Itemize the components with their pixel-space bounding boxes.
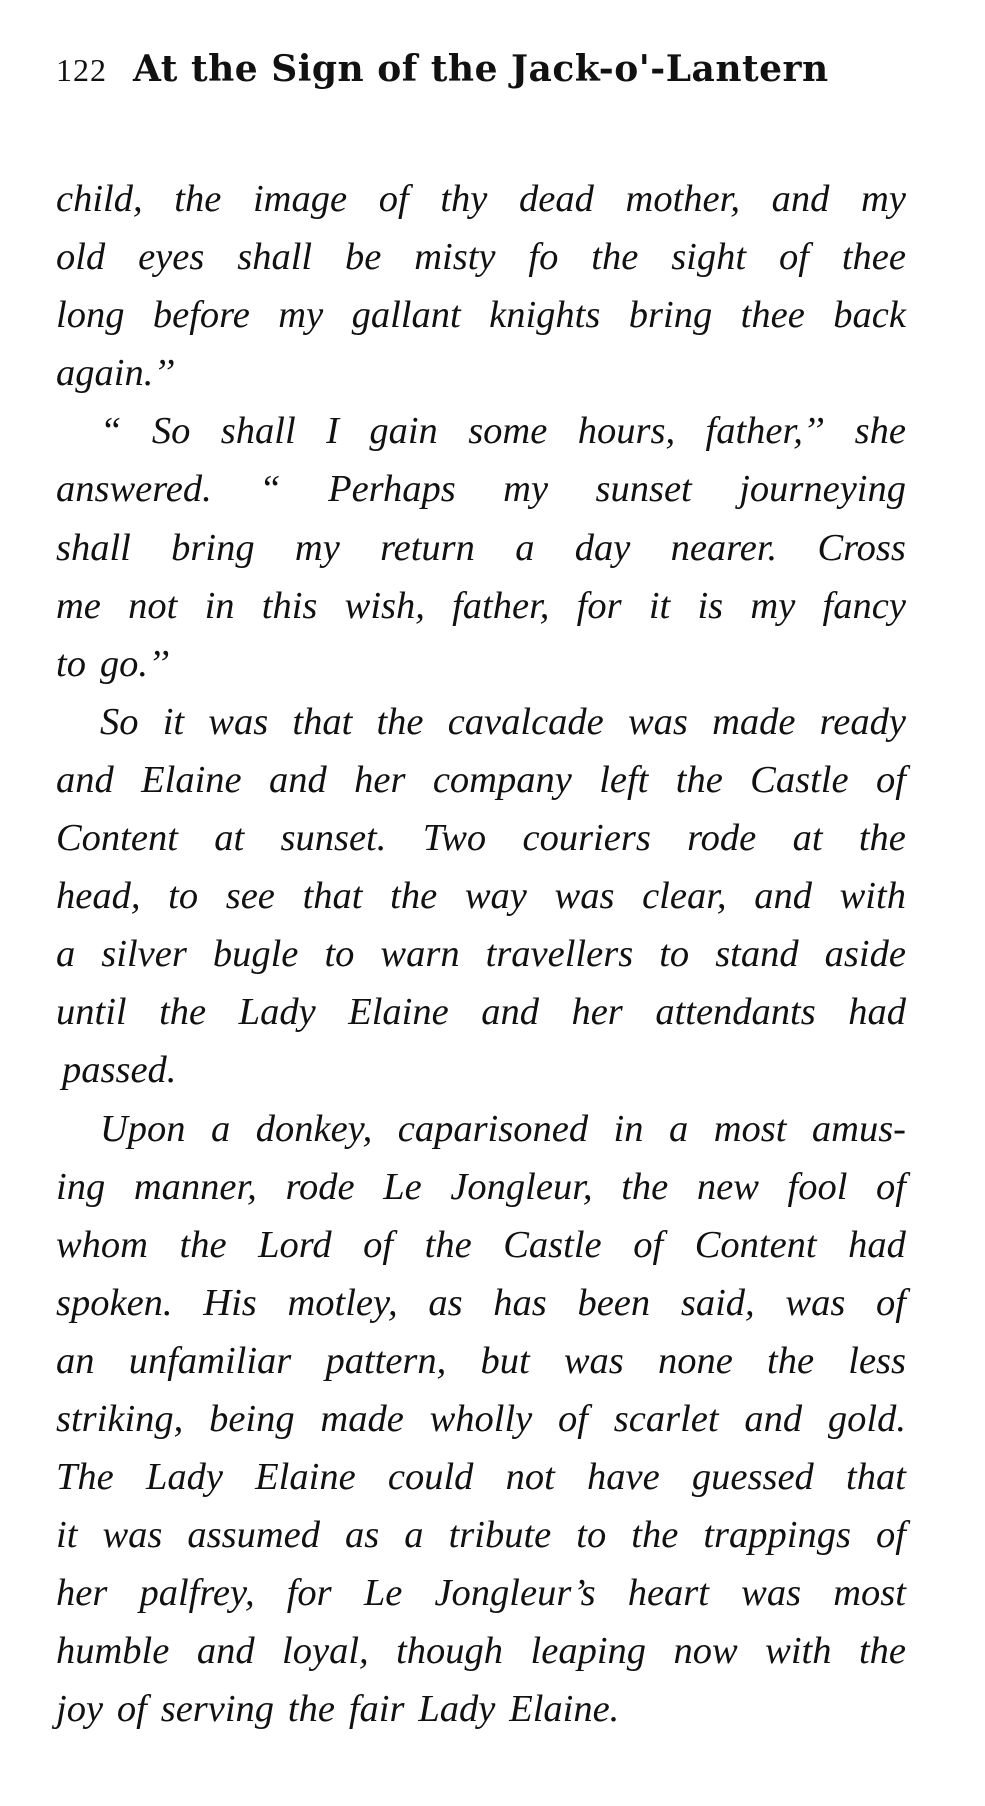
word: sight [671,236,747,279]
word: as [345,1514,380,1557]
text-line [56,519,906,577]
word: palfrey, [139,1572,255,1615]
word: made [320,1397,404,1440]
word: Lady [418,1688,496,1731]
word: ing [56,1165,106,1208]
word: Le [383,1165,422,1208]
word: most [713,1107,787,1150]
word: assumed [187,1514,320,1557]
text-line [56,170,906,228]
word: at [792,817,823,860]
word: had [848,991,906,1034]
word: it [648,584,671,627]
word: said, [680,1281,755,1324]
word: back [833,294,906,337]
word: with [765,1630,832,1673]
word: left [599,758,649,801]
word: had [848,1223,906,1266]
word: for [286,1572,332,1615]
word: my [861,178,906,220]
word: nearer. [670,526,778,569]
word: being [209,1397,295,1440]
word: the [376,700,424,743]
word: though [396,1630,504,1673]
word: the [767,1339,815,1382]
word: it [56,1514,78,1557]
word: humble [56,1630,170,1673]
word: of [778,236,809,279]
word: tribute [448,1514,552,1557]
word: before [152,294,250,337]
word: Lady [238,991,316,1034]
text-line [56,460,906,518]
word: gain [369,410,438,453]
text-line [56,809,906,867]
word: her [56,1572,108,1615]
word: dead [519,178,594,220]
word: as [428,1281,463,1324]
word: sunset. [280,817,387,860]
word: silver [101,933,187,976]
word: the [858,817,906,860]
word: day [574,526,631,569]
word: none [657,1339,733,1382]
word: pattern, [325,1339,447,1382]
word: my [294,526,340,569]
word: gold. [827,1397,906,1440]
word: my [503,468,549,511]
text-line [56,1506,906,1564]
word: way [464,875,527,918]
word: old [56,236,106,279]
word: journeying [739,468,906,511]
body-text [56,170,906,1739]
word: again.’’ [56,352,175,395]
word: that [846,1456,906,1499]
word: joy [56,1688,104,1731]
word: and [481,991,539,1034]
text-line [56,228,906,286]
word: a [56,933,76,976]
text-line [56,286,906,344]
word: the [390,875,438,918]
word: of [875,1514,906,1557]
word: passed. [62,1049,177,1092]
text-line [56,983,906,1041]
word: Jongleur, [450,1165,593,1208]
word: of [363,1223,394,1266]
word: was [627,700,688,743]
word: The [56,1456,114,1499]
word: of [875,758,906,801]
word: answered. [56,468,212,511]
word: to [659,933,690,976]
text-line [56,925,906,983]
word: Cross [817,526,906,569]
word: company [432,758,572,801]
word: at [214,817,245,860]
word: Content [694,1223,817,1266]
word: trappings [703,1514,851,1557]
text-line [56,1216,906,1274]
text-line [56,402,906,460]
word: and [56,758,114,801]
word: gallant [351,294,461,337]
word: Castle [750,758,849,801]
word: Two [422,817,487,860]
word: whom [56,1223,148,1266]
word: Elaine [348,991,449,1034]
word: my [750,584,796,627]
word: travellers [485,933,634,976]
text-line [56,635,906,693]
word: new [696,1165,759,1208]
word: long [56,294,125,337]
word: and [754,875,812,918]
word: guessed [691,1456,814,1499]
word: donkey, [255,1107,373,1150]
word: serving [160,1688,275,1731]
word: misty [414,236,496,279]
word: cavalcade [447,700,604,743]
word: So [151,410,191,453]
word: made [712,700,796,743]
word: sunset [595,468,692,511]
word: striking, [56,1397,184,1440]
word: fo [528,236,559,279]
word: was [563,1339,624,1382]
word: Elaine [141,758,242,801]
text-line [56,1680,906,1738]
word: mother, [625,178,740,220]
word: and [771,178,830,220]
text-line [56,1100,906,1158]
word: caparisoned [397,1107,589,1150]
page-number: 122 [56,52,107,88]
word: of [633,1223,664,1266]
word: is [697,584,724,627]
word: the [675,758,723,801]
text-line [56,344,906,402]
word: shall [56,526,131,569]
word: that [302,875,363,918]
word: now [673,1630,738,1673]
word: Lady [145,1456,223,1499]
text-line [56,1332,906,1390]
text-line [56,1158,906,1216]
word: of [116,1688,147,1731]
word: spoken. [56,1281,173,1324]
word: the [174,178,222,220]
word: until [56,991,127,1034]
word: Castle [503,1223,602,1266]
word: couriers [522,817,651,860]
word: wholly [429,1397,533,1440]
text-line [56,1041,906,1099]
word: and [196,1630,255,1673]
text-line [56,1390,906,1448]
text-line [56,867,906,925]
word: the [179,1223,227,1266]
word: hours, [577,410,676,453]
word: most [833,1572,906,1615]
word: Content [56,817,178,860]
word: thee [740,294,805,337]
word: Jongleur’s [434,1572,596,1615]
text-line [56,693,906,751]
word: be [345,236,382,279]
word: “ [259,468,281,511]
word: loyal, [282,1630,369,1673]
word: was [741,1572,802,1615]
word: the [621,1165,669,1208]
word: go.’’ [99,642,170,685]
word: eyes [138,236,205,279]
word: Upon [100,1107,186,1150]
word: was [554,875,615,918]
word: fair [348,1688,405,1731]
word: father, [452,584,550,627]
word: has [493,1281,547,1324]
word: her [354,758,406,801]
word: His [203,1281,257,1324]
word: she [854,410,906,453]
word: the [159,991,207,1034]
word: to [168,875,199,918]
word: knights [489,294,601,337]
word: but [480,1339,530,1382]
word: a [404,1514,424,1557]
word: head, [56,875,141,918]
word: the [858,1630,906,1673]
word: Elaine. [509,1688,620,1731]
word: in [204,584,235,627]
word: a [668,1107,689,1150]
word: with [839,875,906,918]
word: thy [440,178,488,220]
word: to [576,1514,607,1557]
word: the [424,1223,472,1266]
text-line [56,751,906,809]
word: ready [819,700,906,743]
word: So [100,700,139,743]
word: bugle [212,933,299,976]
word: it [162,700,185,743]
word: some [468,410,548,453]
text-line [56,1274,906,1332]
word: the [287,1688,335,1731]
word: was [102,1514,163,1557]
word: of [876,1281,906,1324]
word: scarlet [613,1397,719,1440]
word: Elaine [255,1456,356,1499]
word: was [208,700,269,743]
word: rode [687,817,757,860]
running-title: At the Sign of the Jack-o'-Lantern [133,48,829,90]
word: less [848,1339,906,1382]
word: and [744,1397,803,1440]
word: my [278,294,324,337]
word: in [613,1107,644,1150]
word: see [225,875,275,918]
word: shall [220,410,296,453]
word: I [326,410,339,453]
word: not [128,584,178,627]
word: a [211,1107,231,1150]
word: this [261,584,318,627]
word: attendants [655,991,816,1034]
word: Le [363,1572,403,1615]
text-line [56,577,906,635]
word: aside [824,933,906,976]
word: Perhaps [328,468,456,511]
word: manner, [133,1165,257,1208]
running-head [56,48,916,108]
word: a [515,526,535,569]
word: image [252,178,348,220]
word: return [380,526,475,569]
word: me [56,584,101,627]
word: to [56,642,86,685]
word: Lord [258,1223,332,1266]
word: the [631,1514,679,1557]
word: an [56,1339,95,1382]
word: not [505,1456,555,1499]
text-line [56,1448,906,1506]
word: for [576,584,622,627]
word: her [571,991,623,1034]
word: the [591,236,639,279]
word: heart [627,1572,709,1615]
word: shall [237,236,313,279]
word: and [269,758,327,801]
word: “ [100,410,122,453]
word: bring [628,294,713,337]
word: was [785,1281,846,1324]
word: of [876,1165,906,1208]
word: fool [787,1165,848,1208]
word: could [387,1456,474,1499]
text-line [56,1622,906,1680]
word: clear, [642,875,727,918]
word: child, [56,178,143,220]
text-line [56,1564,906,1622]
word: father,’’ [705,410,825,453]
word: amus- [811,1107,906,1150]
word: of [558,1397,588,1440]
word: to [324,933,355,976]
word: wish, [344,584,425,627]
word: stand [715,933,799,976]
word: of [378,178,409,220]
word: that [292,700,353,743]
word: motley, [287,1281,398,1324]
word: fancy [822,584,906,627]
word: leaping [530,1630,647,1673]
word: have [587,1456,660,1499]
word: rode [285,1165,355,1208]
word: unfamiliar [128,1339,292,1382]
word: thee [841,236,906,279]
word: warn [380,933,460,976]
word: bring [171,526,255,569]
word: been [577,1281,651,1324]
